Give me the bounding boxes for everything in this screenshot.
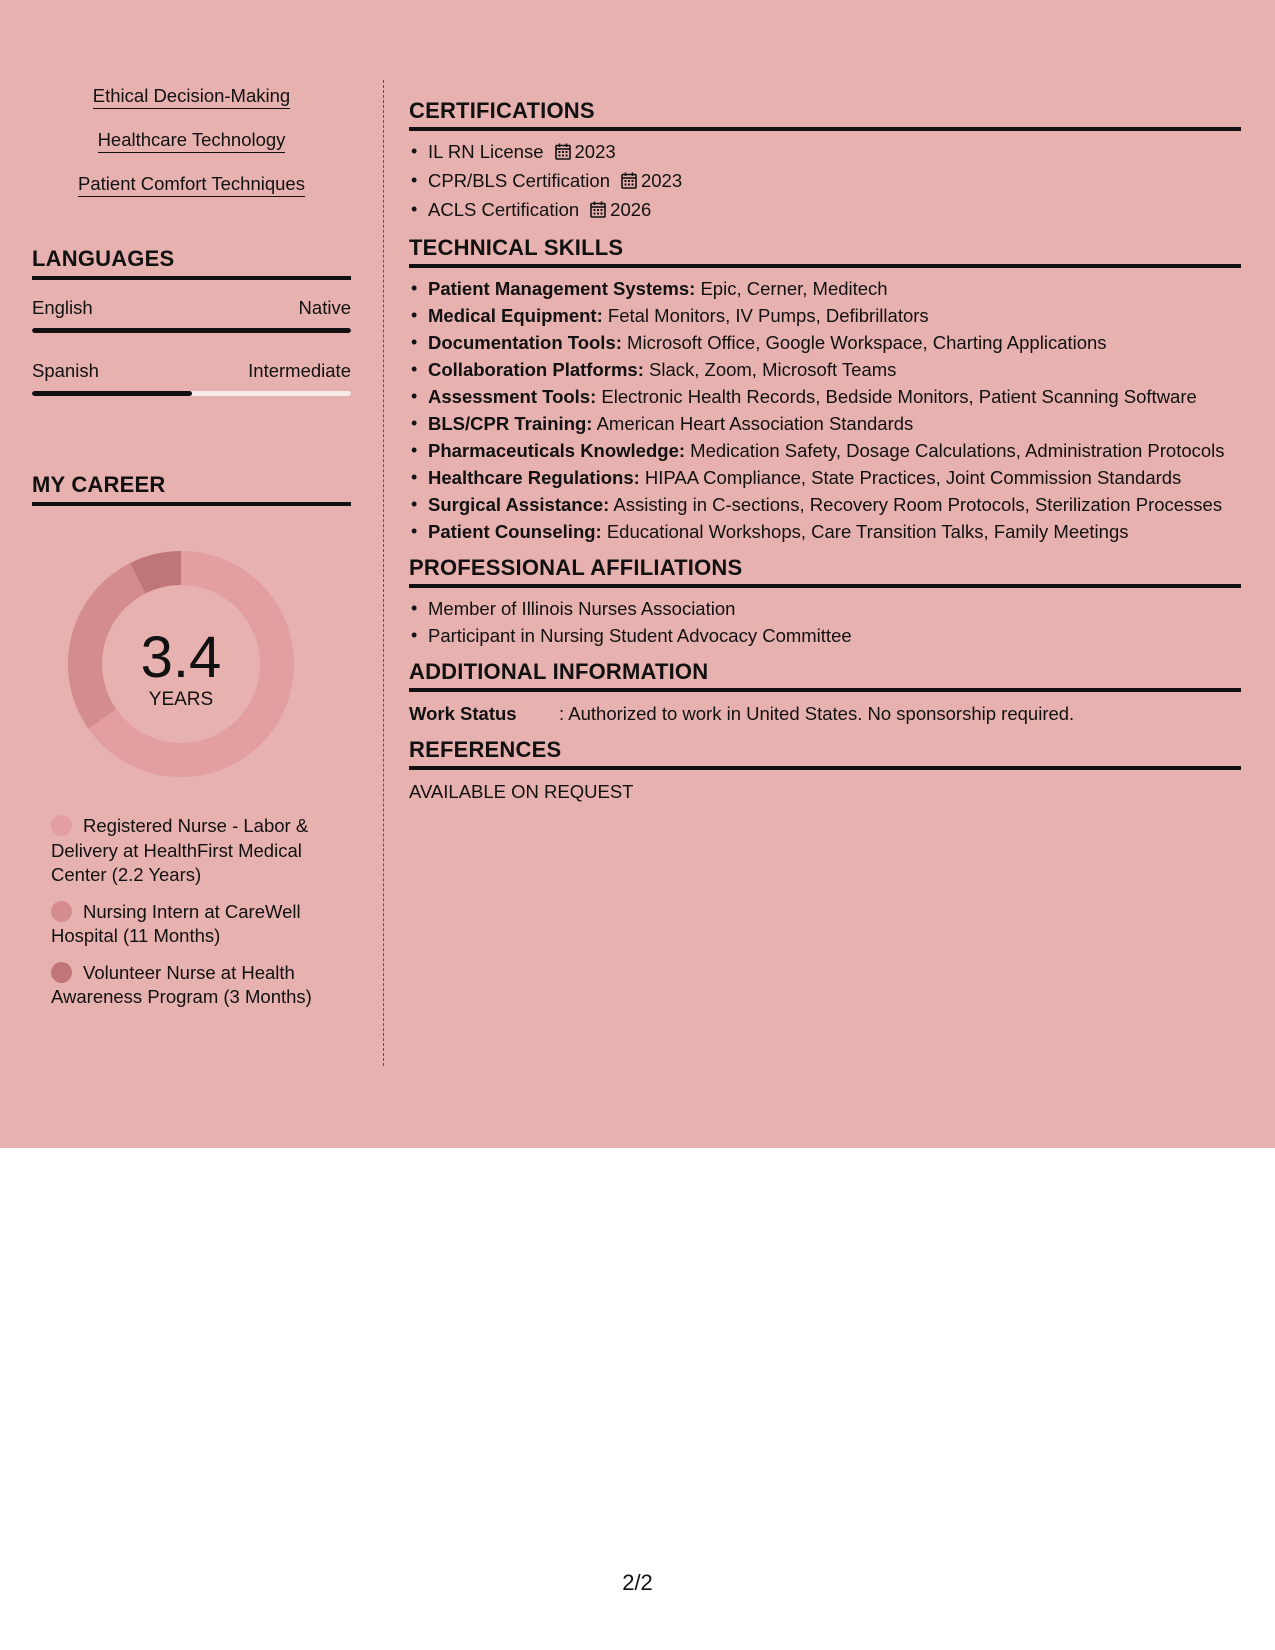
career-legend-label: Nursing Intern at CareWell Hospital (11 Months) [51, 900, 301, 946]
calendar-icon [621, 169, 637, 196]
skill-item [409, 491, 1241, 518]
languages-heading: LANGUAGES [32, 246, 351, 280]
references-value: AVAILABLE ON REQUEST [409, 781, 634, 802]
skill-label: Surgical Assistance: [428, 494, 610, 515]
affiliations-section [409, 555, 1241, 649]
section-heading: PROFESSIONAL AFFILIATIONS [409, 555, 1241, 588]
career-legend-label: Registered Nurse - Labor & Delivery at HealthFirst Medical Center (2.2 Years) [51, 815, 309, 885]
skill-item [409, 518, 1241, 545]
skill-link[interactable]: Healthcare Technology [98, 128, 286, 153]
skill-item [409, 275, 1241, 302]
right-column [409, 98, 1241, 815]
skill-value: Electronic Health Records, Bedside Monitors, Patient Scanning Software [596, 386, 1197, 407]
column-divider [383, 80, 384, 1066]
certifications-list [409, 138, 1241, 225]
skill-item [409, 302, 1241, 329]
affiliation-item: • Member of Illinois Nurses Association [409, 595, 1241, 622]
career-legend-item [51, 814, 341, 888]
career-donut-chart [66, 549, 296, 779]
career-legend-item [51, 900, 341, 949]
skills-list [32, 84, 351, 216]
technical-skills-list [409, 275, 1241, 545]
certification-year: 2026 [610, 199, 652, 220]
skill-link[interactable]: Patient Comfort Techniques [78, 172, 305, 197]
language-bar-fill [32, 391, 192, 396]
left-column [32, 84, 351, 1022]
language-level: Native [298, 297, 351, 318]
skill-label: Patient Management Systems: [428, 278, 696, 299]
career-total-years: 3.4 [140, 624, 222, 690]
language-name: English [32, 297, 93, 318]
affiliation-item: • Participant in Nursing Student Advocacy Committee [409, 622, 1241, 649]
references-section [409, 737, 1241, 805]
language-row [32, 360, 351, 382]
language-bar [32, 328, 351, 333]
career-legend [51, 814, 341, 1010]
certifications-section [409, 98, 1241, 225]
skill-item [409, 410, 1241, 437]
skill-value: Fetal Monitors, IV Pumps, Defibrillators [602, 305, 929, 326]
page-number: 2/2 [622, 1570, 653, 1595]
skill-label: Medical Equipment: [428, 305, 603, 326]
career-heading: MY CAREER [32, 472, 351, 506]
skill-label: Documentation Tools: [428, 332, 622, 353]
legend-dot-icon [51, 901, 72, 922]
skill-value: American Heart Association Standards [592, 413, 914, 434]
skill-value: Medication Safety, Dosage Calculations, Administration Protocols [685, 440, 1225, 461]
certification-name: ACLS Certification [428, 199, 580, 220]
section-heading: ADDITIONAL INFORMATION [409, 659, 1241, 692]
skill-value: HIPAA Compliance, State Practices, Joint Commission Standards [639, 467, 1182, 488]
certification-year: 2023 [640, 170, 683, 191]
skill-label: Collaboration Platforms: [428, 359, 644, 380]
career-total-unit: YEARS [148, 688, 214, 710]
skill-label: Healthcare Regulations: [428, 467, 640, 488]
certification-item [409, 167, 1241, 196]
legend-dot-icon [51, 962, 72, 983]
skill-value: Slack, Zoom, Microsoft Teams [643, 359, 897, 380]
language-level: Intermediate [248, 360, 351, 381]
language-name: Spanish [32, 360, 99, 381]
section-heading: CERTIFICATIONS [409, 98, 1241, 131]
skill-link[interactable]: Ethical Decision-Making [93, 84, 290, 109]
donut-center [66, 549, 296, 779]
skill-value: Assisting in C-sections, Recovery Room Protocols, Sterilization Processes [609, 494, 1223, 515]
calendar-icon [555, 140, 571, 167]
calendar-icon [590, 198, 606, 225]
work-status-row [409, 700, 1241, 727]
skill-value: Microsoft Office, Google Workspace, Charting Applications [621, 332, 1107, 353]
skill-label: BLS/CPR Training: [428, 413, 593, 434]
language-bar [32, 391, 351, 396]
certification-item [409, 196, 1241, 225]
language-row [32, 297, 351, 319]
additional-info-section [409, 659, 1241, 727]
skill-value: Epic, Cerner, Meditech [695, 278, 888, 299]
work-status-label: Work Status [409, 703, 517, 724]
skill-item [409, 437, 1241, 464]
skill-label: Assessment Tools: [428, 386, 597, 407]
skill-label: Patient Counseling: [428, 521, 602, 542]
work-status-value: : Authorized to work in United States. No sponsorship required. [559, 703, 1075, 724]
skill-item [409, 356, 1241, 383]
certification-name: IL RN License [428, 141, 544, 162]
career-legend-item [51, 961, 341, 1010]
section-heading: TECHNICAL SKILLS [409, 235, 1241, 268]
career-legend-label: Volunteer Nurse at Health Awareness Program (3 Months) [51, 961, 312, 1007]
certification-name: CPR/BLS Certification [428, 170, 610, 191]
affiliations-list [409, 595, 1241, 649]
certification-year: 2023 [574, 141, 616, 162]
language-bar-fill [32, 328, 351, 333]
certification-item [409, 138, 1241, 167]
skill-item [409, 464, 1241, 491]
skill-item [409, 383, 1241, 410]
skill-item [409, 329, 1241, 356]
legend-dot-icon [51, 815, 72, 836]
technical-skills-section [409, 235, 1241, 545]
section-heading: REFERENCES [409, 737, 1241, 770]
skill-label: Pharmaceuticals Knowledge: [428, 440, 686, 461]
skill-value: Educational Workshops, Care Transition Talks, Family Meetings [601, 521, 1129, 542]
